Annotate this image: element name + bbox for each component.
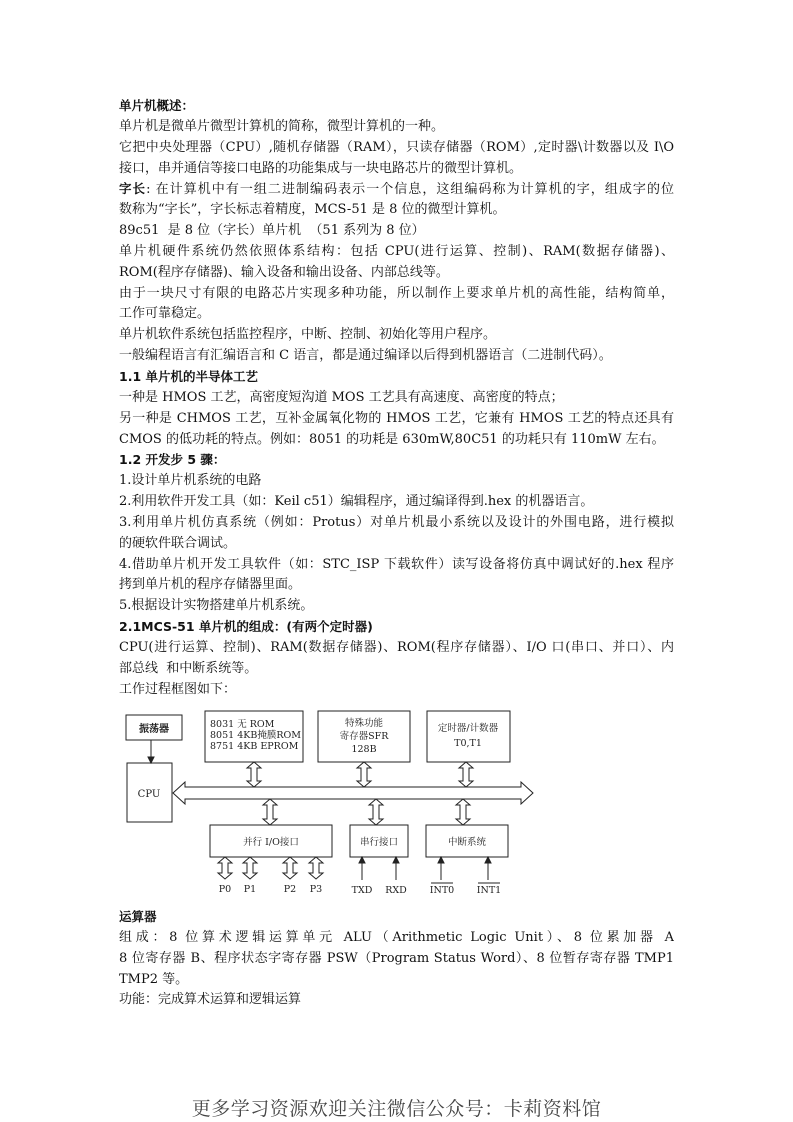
paragraph-line: CPU(进行运算、控制)、RAM(数据存储器)、ROM(程序存储器）、I/O 口(串口、并口）、内 <box>119 639 674 655</box>
list-item: 拷到单片机的程序存储器里面。 <box>119 577 302 593</box>
sfr-line: 寄存器SFR <box>339 731 389 742</box>
int0-arrow-head <box>438 857 444 863</box>
paragraph-line: 部总线 和中断系统等。 <box>119 660 258 676</box>
paragraph-line: 组成：8 位算术逻辑运算单元 ALU（Arithmetic Logic Unit）、8 位累加器 A <box>119 929 674 945</box>
sfr-line: 特殊功能 <box>344 718 384 729</box>
oscillator-label: 振荡器 <box>139 724 169 735</box>
double-arrow-icon <box>309 857 323 879</box>
paragraph-line: 89c51 是 8 位（字长）单片机 （51 系列为 8 位） <box>119 223 425 239</box>
list-item: 1.设计单片机系统的电路 <box>119 473 262 489</box>
txd-label: TXD <box>351 885 373 896</box>
parallel-io-label: 并行 I/O接口 <box>243 837 299 848</box>
paragraph-line: 接口，串并通信等接口电路的功能集成与一块电路芯片的微型计算机。 <box>119 160 523 176</box>
paragraph-line: TMP2 等。 <box>119 971 189 987</box>
clock-arrow-head <box>148 757 154 763</box>
diagram-arrows <box>148 740 533 880</box>
paragraph-line: CMOS 的低功耗的特点。例如：8051 的功耗是 630mW,80C51 的功耗只有 110mW 左右。 <box>119 431 665 447</box>
double-arrow-icon <box>218 857 232 879</box>
double-arrow-icon <box>357 762 371 787</box>
double-arrow-icon <box>459 762 473 787</box>
paragraph-line: 一种是 HMOS 工艺，高密度短沟道 MOS 工艺具有高速度、高密度的特点； <box>119 389 564 405</box>
int1-label: INT1 <box>476 885 502 896</box>
int1-arrow-head <box>485 857 491 863</box>
paragraph-line: 数称为“字长”，字长标志着精度，MCS-51 是 8 位的微型计算机。 <box>119 202 506 218</box>
double-arrow-icon <box>369 799 383 825</box>
paragraph-line: 8 位寄存器 B、程序状态字寄存器 PSW（Program Status Word）、8 位暂存寄存器 TMP1 <box>119 950 674 966</box>
port-label: P2 <box>283 884 297 895</box>
rom-line: 8751 4KB EPROM <box>210 741 299 752</box>
list-item: 3.利用单片机仿真系统（例如：Protus）对单片机最小系统以及设计的外围电路，进行模拟 <box>119 514 674 530</box>
timer-box <box>427 711 510 762</box>
rxd-arrow-head <box>393 857 399 863</box>
port-label: P3 <box>309 884 323 895</box>
double-arrow-icon <box>456 799 470 825</box>
port-label: P0 <box>218 884 232 895</box>
section-heading: 1.1 单片机的半导体工艺 <box>119 368 258 384</box>
section-heading: 2.1MCS-51 单片机的组成：(有两个定时器) <box>119 619 373 635</box>
double-arrow-icon <box>263 799 277 825</box>
term-label: 字长 <box>119 181 147 197</box>
section-heading: 单片机概述： <box>119 98 195 113</box>
rom-line: 8051 4KB掩膜ROM <box>210 730 301 741</box>
timer-line: 定时器/计数器 <box>437 723 499 734</box>
sfr-line: 128B <box>351 744 377 755</box>
port-label: P1 <box>243 884 257 895</box>
footer-watermark: 更多学习资源欢迎关注微信公众号：卡莉资料馆 <box>191 1098 602 1120</box>
txd-arrow-head <box>359 857 365 863</box>
cpu-label: CPU <box>137 789 161 800</box>
paragraph-line: 它把中央处理器（CPU）,随机存储器（RAM），只读存储器（ROM）,定时器\计数器以及 I\O <box>119 139 674 155</box>
list-item: 5.根据设计实物搭建单片机系统。 <box>119 598 314 614</box>
section-heading: 运算器 <box>119 909 157 924</box>
double-arrow-icon <box>243 857 257 879</box>
serial-label: 串行接口 <box>359 837 399 848</box>
paragraph-line: 功能：完成算术运算和逻辑运算 <box>119 992 302 1008</box>
double-arrow-icon <box>283 857 297 879</box>
timer-line: T0,T1 <box>454 738 482 749</box>
paragraph-line: 单片机软件系统包括监控程序，中断、控制、初始化等用户程序。 <box>119 327 497 343</box>
section-heading: 1.2 开发步 5 骤： <box>119 452 226 468</box>
paragraph-line: 一般编程语言有汇编语言和 C 语言，都是通过编译以后得到机器语言（二进制代码）。 <box>119 348 612 364</box>
paragraph-line: 单片机是微单片微型计算机的简称，微型计算机的一种。 <box>119 118 445 134</box>
paragraph-line: 单片机硬件系统仍然依照体系结构：包括 CPU(进行运算、控制)、RAM(数据存储器)、 <box>119 243 674 259</box>
double-arrow-icon <box>247 762 261 787</box>
paragraph-line: ROM(程序存储器)、输入设备和输出设备、内部总线等。 <box>119 264 449 280</box>
interrupt-label: 中断系统 <box>447 837 487 848</box>
paragraph-line: 由于一块尺寸有限的电路芯片实现多种功能，所以制作上要求单片机的高性能，结构简单， <box>119 285 674 301</box>
list-item: 4.借助单片机开发工具软件（如：STC_ISP 下载软件）读写设备将仿真中调试好的.hex 程序 <box>119 556 674 572</box>
paragraph-line: 工作过程框图如下： <box>119 681 237 697</box>
rxd-label: RXD <box>385 885 407 896</box>
rom-line: 8031 无 ROM <box>210 719 275 730</box>
system-bus-arrow <box>173 782 533 804</box>
alu-section <box>119 907 674 1011</box>
paragraph-line: 工作可靠稳定。 <box>119 306 211 322</box>
list-item: 2.利用软件开发工具（如：Keil c51）编辑程序，通过编译得到.hex 的机器语言。 <box>119 494 594 510</box>
int0-label: INT0 <box>429 885 455 896</box>
paragraph-line: 另一种是 CHMOS 工艺，互补金属氧化物的 HMOS 工艺，它兼有 HMOS 工艺的特点还具有 <box>119 410 674 426</box>
list-item: 的硬软件联合调试。 <box>119 535 237 551</box>
term-definition: : 在计算机中有一组二进制编码表示一个信息，这组编码称为计算机的字，组成字的位 <box>146 182 674 198</box>
